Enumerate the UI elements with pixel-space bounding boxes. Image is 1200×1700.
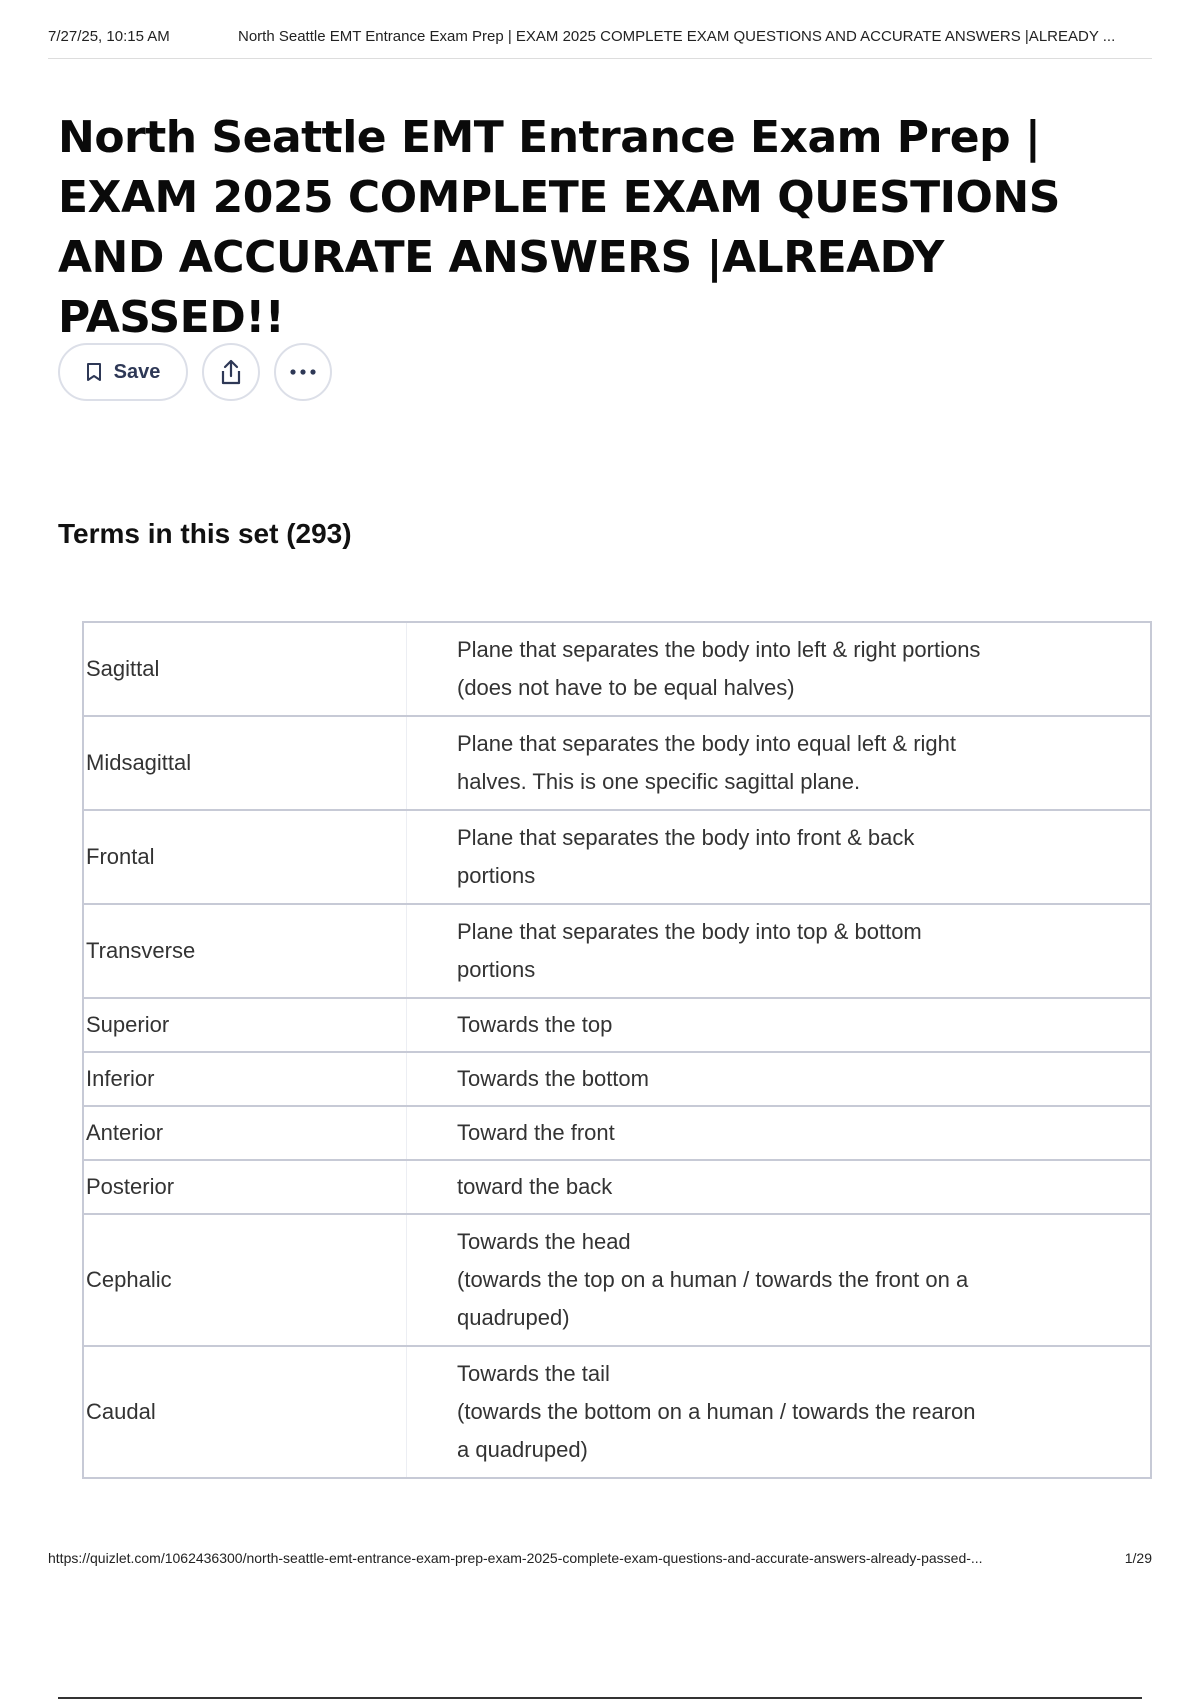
term-row (83, 1160, 1151, 1214)
print-footer (48, 1550, 1152, 1566)
term-definition: Plane that separates the body into equal left & right halves. This is one specific sagittal plane. (407, 716, 1152, 810)
term-definition: Towards the bottom (407, 1052, 1152, 1106)
term-word: Midsagittal (83, 716, 407, 810)
term-word: Superior (83, 998, 407, 1052)
term-row (83, 622, 1151, 716)
term-definition: toward the back (407, 1160, 1152, 1214)
term-row (83, 1106, 1151, 1160)
term-row (83, 904, 1151, 998)
term-word: Sagittal (83, 622, 407, 716)
print-header (48, 28, 1152, 45)
save-label: Save (113, 360, 161, 383)
share-button[interactable] (202, 343, 260, 401)
term-row (83, 716, 1151, 810)
more-options-button[interactable] (274, 343, 332, 401)
more-icon (289, 368, 317, 376)
term-word: Transverse (83, 904, 407, 998)
page-indicator: 1/29 (1124, 1550, 1152, 1566)
term-definition: Plane that separates the body into top & bottom portions (407, 904, 1152, 998)
print-datetime: 7/27/25, 10:15 AM (48, 28, 170, 45)
print-doc-title: North Seattle EMT Entrance Exam Prep | EXAM 2025 COMPLETE EXAM QUESTIONS AND ACCURATE ANSWERS |ALREADY ... (238, 28, 1116, 45)
save-button[interactable] (58, 343, 188, 401)
term-definition: Towards the tail (towards the bottom on a human / towards the rearon a quadruped) (407, 1346, 1152, 1478)
terms-table (82, 621, 1152, 1479)
page-bottom-divider (58, 1697, 1142, 1699)
page-title: North Seattle EMT Entrance Exam Prep | EXAM 2025 COMPLETE EXAM QUESTIONS AND ACCURATE ANSWERS |ALREADY PASSED!! (58, 112, 1060, 343)
term-row (83, 1346, 1151, 1478)
term-word: Caudal (83, 1346, 407, 1478)
bookmark-icon (86, 362, 102, 382)
term-row (83, 1214, 1151, 1346)
term-definition: Plane that separates the body into left & right portions (does not have to be equal halves) (407, 622, 1152, 716)
term-definition: Toward the front (407, 1106, 1152, 1160)
term-word: Frontal (83, 810, 407, 904)
terms-heading: Terms in this set (293) (58, 518, 352, 549)
share-icon (218, 358, 244, 386)
term-row (83, 1052, 1151, 1106)
term-word: Cephalic (83, 1214, 407, 1346)
action-bar (58, 343, 332, 401)
header-divider (48, 58, 1152, 59)
term-word: Anterior (83, 1106, 407, 1160)
term-row (83, 998, 1151, 1052)
term-word: Inferior (83, 1052, 407, 1106)
term-row (83, 810, 1151, 904)
term-definition: Plane that separates the body into front & back portions (407, 810, 1152, 904)
term-definition: Towards the head (towards the top on a human / towards the front on a quadruped) (407, 1214, 1152, 1346)
term-word: Posterior (83, 1160, 407, 1214)
term-definition: Towards the top (407, 998, 1152, 1052)
print-url: https://quizlet.com/1062436300/north-seattle-emt-entrance-exam-prep-exam-2025-complete-exam-questions-and-accurate-answers-already-passed-... (48, 1550, 983, 1566)
